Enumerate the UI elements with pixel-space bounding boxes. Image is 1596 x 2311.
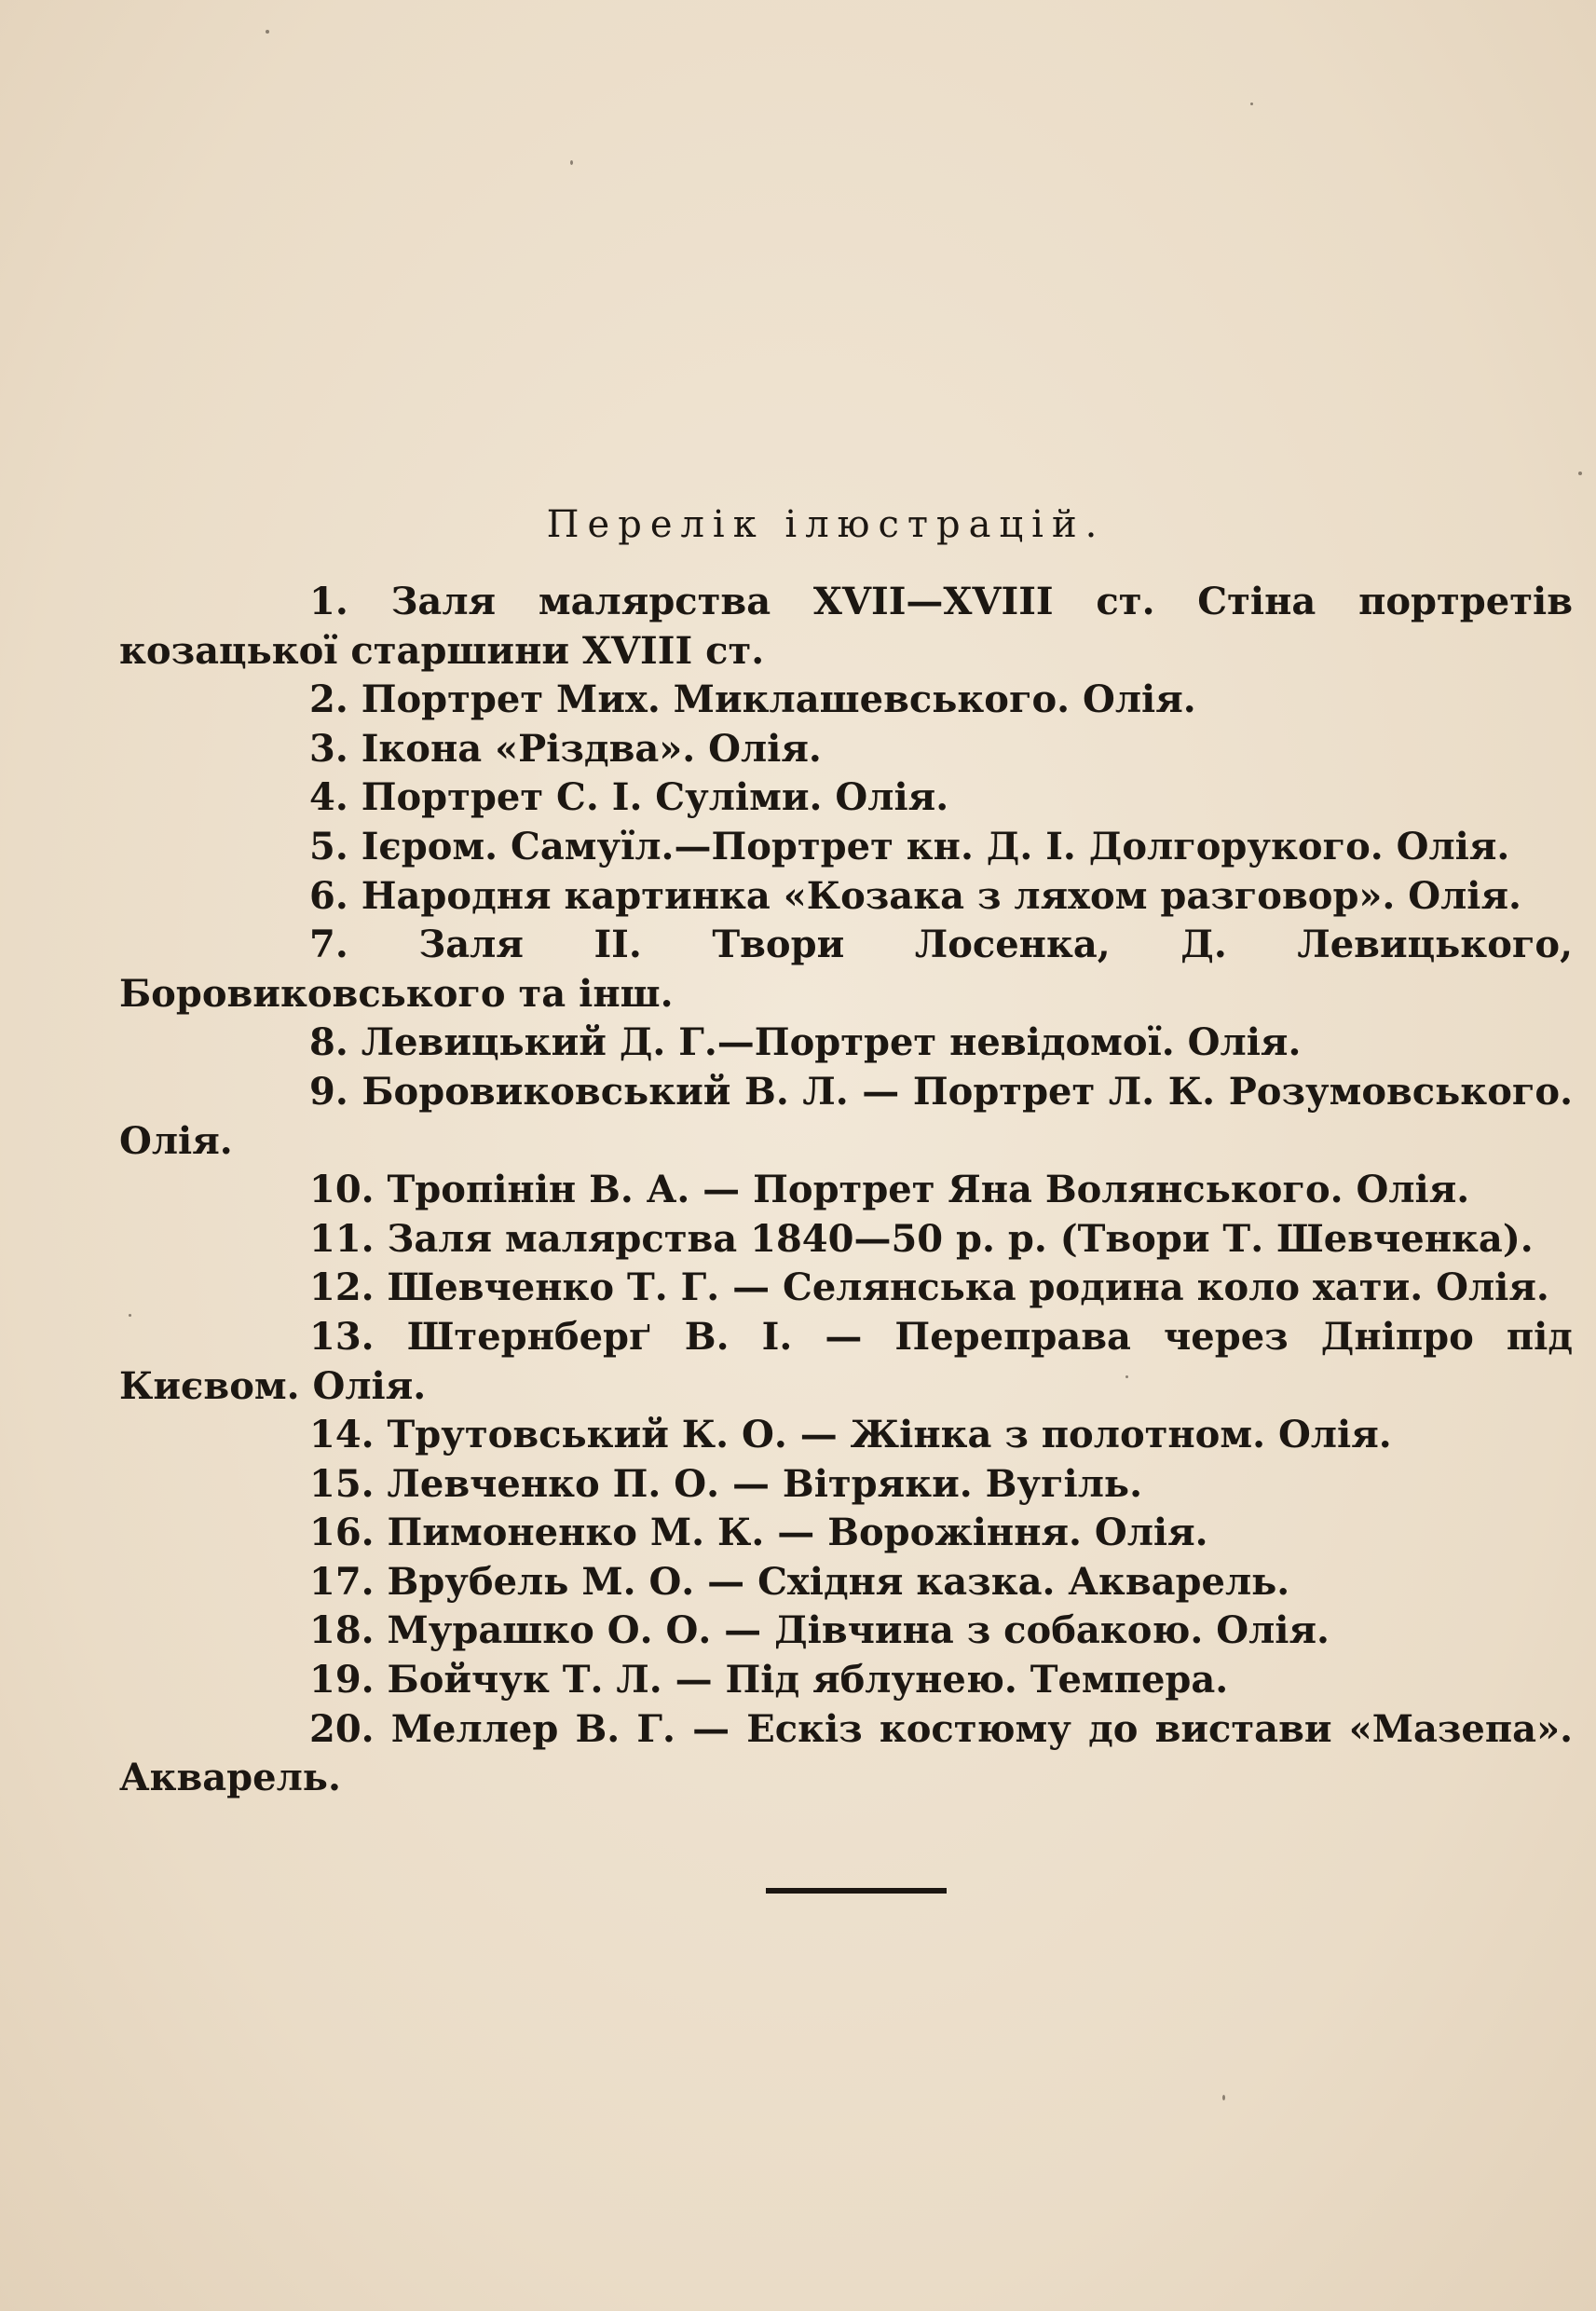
list-item [119, 578, 1573, 676]
item-number: 1. [309, 580, 348, 623]
list-item [119, 676, 1573, 725]
illustration-list [119, 578, 1573, 1803]
item-number: 9. [309, 1069, 348, 1114]
list-item [119, 1607, 1573, 1656]
item-text: Портрет С. І. Суліми. Олія. [361, 775, 949, 820]
item-text: Мурашко О. О. — Дівчина з собакою. Олія. [387, 1608, 1330, 1653]
list-item [119, 872, 1573, 922]
item-text: Заля малярства XVII—XVIII ст. Стіна портретів козацької старшини XVIII ст. [119, 580, 1574, 673]
item-text: Трутовський К. О. — Жінка з полотном. Олія. [387, 1413, 1392, 1457]
item-number: 14. [309, 1413, 375, 1457]
item-number: 8. [309, 1020, 348, 1065]
item-text: Бойчук Т. Л. — Під яблунею. Темпера. [387, 1658, 1229, 1702]
list-item [119, 1166, 1573, 1215]
item-number: 17. [309, 1559, 375, 1604]
list-item [119, 773, 1573, 823]
list-item [119, 1068, 1573, 1166]
list-item [119, 1264, 1573, 1313]
list-item [119, 823, 1573, 872]
item-number: 12. [309, 1265, 375, 1310]
paper-speck [570, 160, 573, 165]
list-item [119, 725, 1573, 774]
item-number: 18. [309, 1608, 375, 1653]
paper-speck [1222, 2095, 1225, 2100]
list-item [119, 1215, 1573, 1265]
list-item [119, 1019, 1573, 1068]
list-item [119, 1656, 1573, 1705]
item-text: Штернберґ В. І. — Переправа через Дніпро під Києвом. Олія. [119, 1314, 1573, 1408]
item-text: Левченко П. О. — Вітряки. Вугіль. [387, 1461, 1142, 1506]
list-item [119, 921, 1573, 1019]
item-number: 15. [309, 1461, 375, 1506]
paper-speck [1250, 103, 1253, 105]
paper-speck [1578, 472, 1582, 475]
item-number: 10. [309, 1168, 375, 1212]
page-title: Перелік ілюстрацій. [546, 503, 1106, 546]
item-number: 19. [309, 1658, 375, 1702]
list-item [119, 1460, 1573, 1510]
list-item [119, 1705, 1573, 1803]
item-number: 4. [309, 775, 348, 820]
item-text: Ікона «Різдва». Олія. [361, 726, 822, 771]
list-item [119, 1313, 1573, 1411]
item-number: 20. [309, 1706, 375, 1751]
item-text: Левицький Д. Г.—Портрет невідомої. Олія. [361, 1020, 1302, 1065]
item-text: Заля малярства 1840—50 р. р. (Твори Т. Шевченка). [387, 1216, 1534, 1261]
end-divider [766, 1888, 947, 1894]
item-number: 16. [309, 1511, 375, 1555]
item-text: Шевченко Т. Г. — Селянська родина коло хати. Олія. [387, 1265, 1549, 1310]
item-number: 3. [309, 726, 348, 771]
item-text: Тропінін В. А. — Портрет Яна Волянського. Олія. [387, 1168, 1470, 1212]
item-text: Народня картинка «Козака з ляхом разговор». Олія. [361, 873, 1521, 918]
item-number: 5. [309, 824, 348, 868]
list-item [119, 1558, 1573, 1607]
list-item [119, 1509, 1573, 1558]
item-text: Портрет Мих. Миклашевського. Олія. [361, 677, 1196, 722]
item-text: Врубель М. О. — Східня казка. Акварель. [387, 1559, 1290, 1604]
list-item [119, 1411, 1573, 1460]
item-number: 13. [309, 1314, 375, 1359]
paper-speck [266, 30, 269, 34]
item-text: Меллер В. Г. — Ескіз костюму до вистави «Мазепа». Акварель. [119, 1706, 1574, 1800]
item-text: Боровиковський В. Л. — Портрет Л. К. Розумовського. Олія. [119, 1069, 1573, 1163]
item-number: 6. [309, 873, 348, 918]
item-number: 7. [309, 923, 348, 967]
item-text: Ієром. Самуїл.—Портрет кн. Д. І. Долгорукого. Олія. [361, 824, 1510, 868]
item-text: Заля II. Твори Лосенка, Д. Левицького, Боровиковського та інш. [119, 923, 1573, 1016]
item-number: 11. [309, 1216, 375, 1261]
item-text: Пимоненко М. К. — Ворожіння. Олія. [387, 1511, 1208, 1555]
item-number: 2. [309, 677, 348, 722]
